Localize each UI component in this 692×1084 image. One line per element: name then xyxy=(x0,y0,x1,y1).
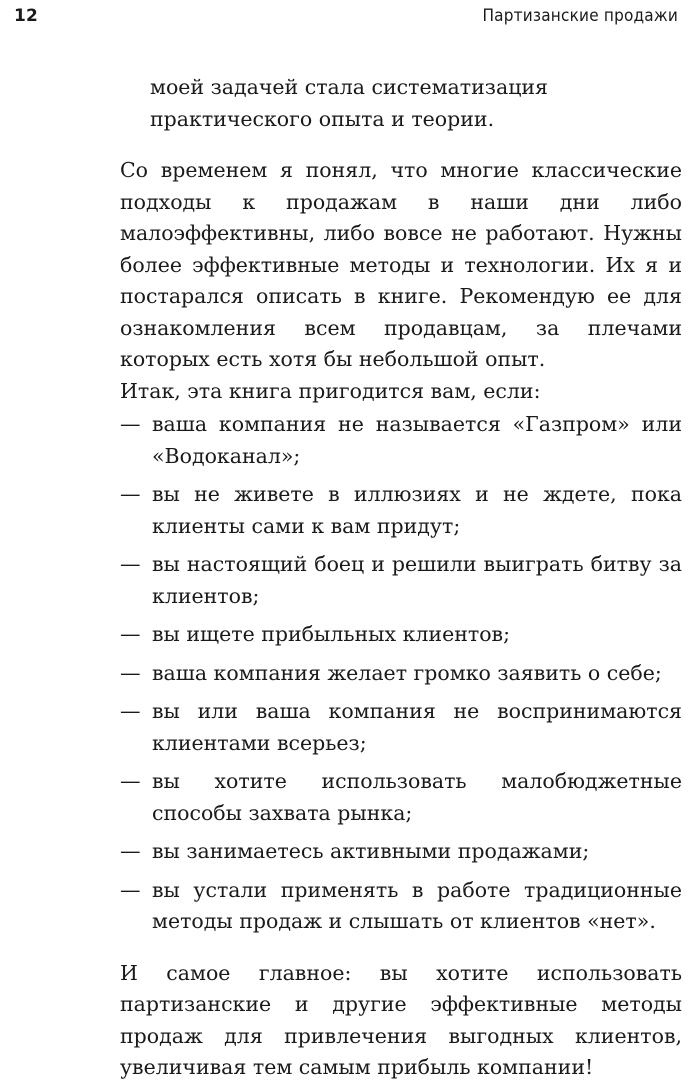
list-dash: — xyxy=(120,622,141,646)
list-dash: — xyxy=(120,839,141,863)
list-item xyxy=(120,619,682,651)
list-item xyxy=(120,409,682,472)
list-item-text: вы устали применять в работе традиционные методы продаж и слышать от клиентов «нет». xyxy=(152,877,682,933)
list-item-text: ваша компания желает громко заявить о себе; xyxy=(152,660,662,685)
list-item xyxy=(120,836,682,868)
closing-paragraph: И самое главное: вы хотите использовать партизанские и другие эффективные методы продаж для привлечения выгодных клиентов, увеличивая тем самым прибыль компании! xyxy=(120,960,682,1079)
list-dash: — xyxy=(120,699,141,723)
list-item xyxy=(120,549,682,612)
list-dash: — xyxy=(120,482,141,506)
list-dash: — xyxy=(120,412,141,436)
list-item-text: ваша компания не называется «Газпром» или «Водоканал»; xyxy=(152,412,682,468)
page-header xyxy=(14,6,678,34)
continuation-paragraph: моей задачей стала систематизация практического опыта и теории. xyxy=(150,75,548,131)
list-dash: — xyxy=(120,769,141,793)
list-item-text: вы ищете прибыльных клиентов; xyxy=(152,622,510,646)
page-number: 12 xyxy=(14,6,39,26)
list-item-text: вы не живете в иллюзиях и не ждете, пока клиенты сами к вам придут; xyxy=(152,482,682,538)
list-item-text: вы или ваша компания не воспринимаются клиентами всерьез; xyxy=(152,699,682,755)
list-item xyxy=(120,875,682,938)
list-item-text: вы занимаетесь активными продажами; xyxy=(152,839,590,863)
running-title: Партизанские продажи xyxy=(482,6,678,26)
list-item-text: вы настоящий боец и решили выиграть битву за клиентов; xyxy=(152,552,682,608)
list-dash: — xyxy=(120,552,141,576)
list-dash: — xyxy=(120,877,141,902)
list-item xyxy=(120,696,682,759)
page-body xyxy=(120,72,682,1084)
list-dash: — xyxy=(120,660,141,685)
list-intro-paragraph: Итак, эта книга пригодится вам, если: xyxy=(120,378,541,403)
list-item-text: вы хотите использовать малобюджетные способы захвата рынка; xyxy=(152,769,682,825)
list-item xyxy=(120,658,682,690)
list-item xyxy=(120,479,682,542)
body-paragraph: Со временем я понял, что многие классические подходы к продажам в наши дни либо малоэффективны, либо вовсе не работают. Нужны более эффективные методы и технологии. Их я и постарался описать в книге. Рекомендую ее для ознакомления всем продавцам, за плечами которых есть хотя бы небольшой опыт. xyxy=(120,158,682,371)
list-item xyxy=(120,766,682,829)
conditions-list xyxy=(120,409,682,938)
